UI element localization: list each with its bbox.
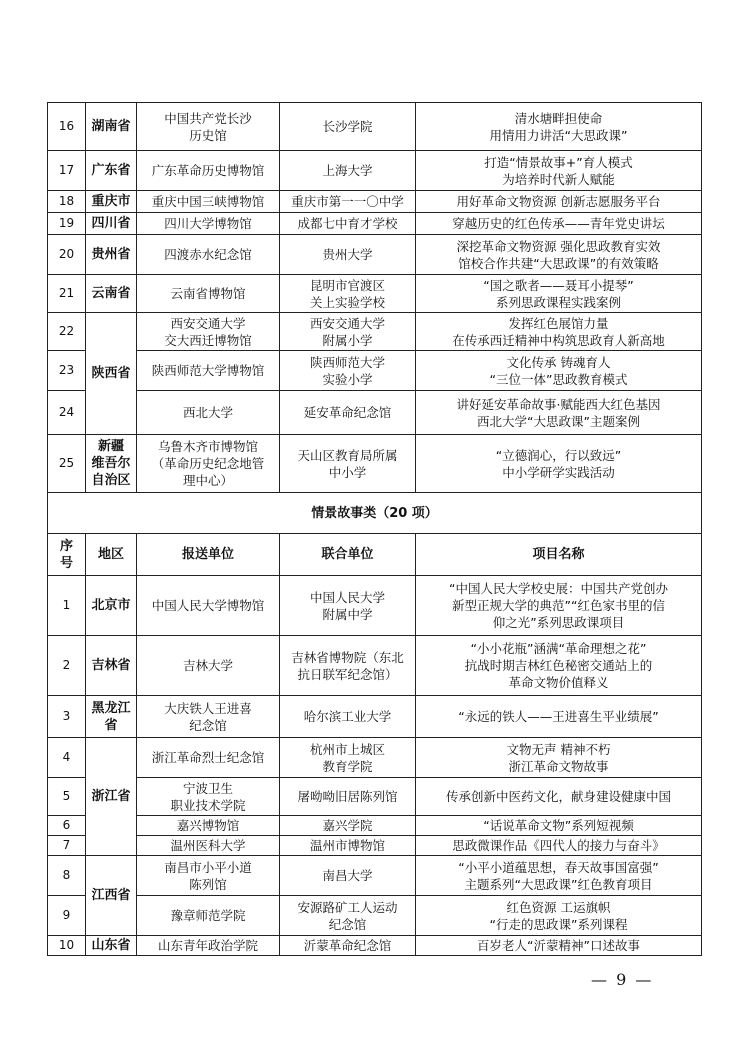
table-row	[48, 896, 702, 936]
header-region: 地区	[86, 534, 137, 576]
partner-unit: 成都七中育才学校	[280, 213, 416, 235]
table-row	[48, 576, 702, 636]
region-cell: 新疆 维吾尔 自治区	[86, 435, 137, 493]
submitting-unit: 中国共产党长沙 历史馆	[137, 103, 280, 151]
section-title-row	[48, 493, 702, 534]
submitting-unit: 四川大学博物馆	[137, 213, 280, 235]
region-cell: 云南省	[86, 275, 137, 313]
row-number: 17	[48, 151, 86, 191]
project-name: 深挖革命文物资源 强化思政教育实效 馆校合作共建“大思政课”的有效策略	[416, 235, 702, 275]
project-name: “立德润心，行以致远” 中小学研学实践活动	[416, 435, 702, 493]
region-cell: 山东省	[86, 936, 137, 956]
partner-unit: 延安革命纪念馆	[280, 391, 416, 435]
region-cell: 北京市	[86, 576, 137, 636]
row-number: 4	[48, 738, 86, 778]
partner-unit: 沂蒙革命纪念馆	[280, 936, 416, 956]
submitting-unit: 浙江革命烈士纪念馆	[137, 738, 280, 778]
table-row	[48, 151, 702, 191]
project-name: 文化传承 铸魂育人 “三位一体”思政教育模式	[416, 351, 702, 391]
project-name: “永远的铁人——王进喜生平业绩展”	[416, 696, 702, 738]
partner-unit: 贵州大学	[280, 235, 416, 275]
submitting-unit: 重庆中国三峡博物馆	[137, 191, 280, 213]
submitting-unit: 宁波卫生 职业技术学院	[137, 778, 280, 816]
project-name: 讲好延安革命故事·赋能西大红色基因 西北大学“大思政课”主题案例	[416, 391, 702, 435]
row-number: 25	[48, 435, 86, 493]
partner-unit: 哈尔滨工业大学	[280, 696, 416, 738]
region-cell: 四川省	[86, 213, 137, 235]
table-row	[48, 235, 702, 275]
row-number: 6	[48, 816, 86, 836]
header-partner: 联合单位	[280, 534, 416, 576]
table-row	[48, 936, 702, 956]
row-number: 10	[48, 936, 86, 956]
row-number: 3	[48, 696, 86, 738]
submitting-unit: 温州医科大学	[137, 836, 280, 856]
partner-unit: 昆明市官渡区 关上实验学校	[280, 275, 416, 313]
table-row	[48, 351, 702, 391]
row-number: 19	[48, 213, 86, 235]
header-unit: 报送单位	[137, 534, 280, 576]
table-row	[48, 836, 702, 856]
project-name: “国之歌者——聂耳小提琴” 系列思政课程实践案例	[416, 275, 702, 313]
project-list-table	[47, 102, 702, 956]
table-row	[48, 738, 702, 778]
project-name: 清水塘畔担使命 用情用力讲活“大思政课”	[416, 103, 702, 151]
partner-unit: 中国人民大学 附属中学	[280, 576, 416, 636]
table-row	[48, 391, 702, 435]
table-row	[48, 103, 702, 151]
project-name: 红色资源 工运旗帜 “行走的思政课”系列课程	[416, 896, 702, 936]
row-number: 2	[48, 636, 86, 696]
partner-unit: 安源路矿工人运动 纪念馆	[280, 896, 416, 936]
row-number: 8	[48, 856, 86, 896]
row-number: 20	[48, 235, 86, 275]
region-cell: 吉林省	[86, 636, 137, 696]
submitting-unit: 嘉兴博物馆	[137, 816, 280, 836]
project-name: 用好革命文物资源 创新志愿服务平台	[416, 191, 702, 213]
submitting-unit: 南昌市小平小道 陈列馆	[137, 856, 280, 896]
region-cell: 黑龙江省	[86, 696, 137, 738]
header-project: 项目名称	[416, 534, 702, 576]
row-number: 21	[48, 275, 86, 313]
submitting-unit: 山东青年政治学院	[137, 936, 280, 956]
row-number: 22	[48, 313, 86, 351]
table-row	[48, 213, 702, 235]
project-name: 传承创新中医药文化，献身建设健康中国	[416, 778, 702, 816]
partner-unit: 重庆市第一一〇中学	[280, 191, 416, 213]
region-cell: 陕西省	[86, 313, 137, 435]
row-number: 16	[48, 103, 86, 151]
table-row	[48, 816, 702, 836]
project-name: “中国人民大学校史展：中国共产党创办 新型正规大学的典范”“红色家书里的信 仰之光”系列思政课项目	[416, 576, 702, 636]
region-cell: 湖南省	[86, 103, 137, 151]
partner-unit: 西安交通大学 附属小学	[280, 313, 416, 351]
submitting-unit: 大庆铁人王进喜 纪念馆	[137, 696, 280, 738]
project-name: 思政微课作品《四代人的接力与奋斗》	[416, 836, 702, 856]
row-number: 1	[48, 576, 86, 636]
partner-unit: 嘉兴学院	[280, 816, 416, 836]
partner-unit: 南昌大学	[280, 856, 416, 896]
region-cell: 江西省	[86, 856, 137, 936]
row-number: 7	[48, 836, 86, 856]
row-number: 9	[48, 896, 86, 936]
region-cell: 浙江省	[86, 738, 137, 856]
table-row	[48, 856, 702, 896]
project-name: “话说革命文物”系列短视频	[416, 816, 702, 836]
partner-unit: 吉林省博物院（东北 抗日联军纪念馆）	[280, 636, 416, 696]
table-row	[48, 636, 702, 696]
partner-unit: 温州市博物馆	[280, 836, 416, 856]
partner-unit: 陕西师范大学 实验小学	[280, 351, 416, 391]
row-number: 23	[48, 351, 86, 391]
table-header-row	[48, 534, 702, 576]
row-number: 18	[48, 191, 86, 213]
project-name: 穿越历史的红色传承——青年党史讲坛	[416, 213, 702, 235]
partner-unit: 屠呦呦旧居陈列馆	[280, 778, 416, 816]
submitting-unit: 云南省博物馆	[137, 275, 280, 313]
page-number: — 9 —	[591, 970, 654, 989]
submitting-unit: 乌鲁木齐市博物馆 （革命历史纪念地管 理中心）	[137, 435, 280, 493]
submitting-unit: 西安交通大学 交大西迁博物馆	[137, 313, 280, 351]
table-row	[48, 435, 702, 493]
section-title: 情景故事类（20 项）	[48, 493, 702, 534]
project-name: 发挥红色展馆力量 在传承西迁精神中构筑思政育人新高地	[416, 313, 702, 351]
table-row	[48, 696, 702, 738]
row-number: 5	[48, 778, 86, 816]
header-number: 序 号	[48, 534, 86, 576]
table-row	[48, 778, 702, 816]
submitting-unit: 西北大学	[137, 391, 280, 435]
table-row	[48, 191, 702, 213]
region-cell: 贵州省	[86, 235, 137, 275]
partner-unit: 天山区教育局所属 中小学	[280, 435, 416, 493]
submitting-unit: 四渡赤水纪念馆	[137, 235, 280, 275]
row-number: 24	[48, 391, 86, 435]
region-cell: 重庆市	[86, 191, 137, 213]
submitting-unit: 广东革命历史博物馆	[137, 151, 280, 191]
project-name: 打造“情景故事+”育人模式 为培养时代新人赋能	[416, 151, 702, 191]
table-row	[48, 275, 702, 313]
submitting-unit: 陕西师范大学博物馆	[137, 351, 280, 391]
project-name: “小平小道蕴思想，春天故事国富强” 主题系列“大思政课”红色教育项目	[416, 856, 702, 896]
partner-unit: 长沙学院	[280, 103, 416, 151]
project-name: 文物无声 精神不朽 浙江革命文物故事	[416, 738, 702, 778]
partner-unit: 杭州市上城区 教育学院	[280, 738, 416, 778]
region-cell: 广东省	[86, 151, 137, 191]
table-row	[48, 313, 702, 351]
project-name: “小小花瓶”涵满“革命理想之花” 抗战时期吉林红色秘密交通站上的 革命文物价值释义	[416, 636, 702, 696]
submitting-unit: 吉林大学	[137, 636, 280, 696]
submitting-unit: 豫章师范学院	[137, 896, 280, 936]
project-name: 百岁老人“沂蒙精神”口述故事	[416, 936, 702, 956]
partner-unit: 上海大学	[280, 151, 416, 191]
submitting-unit: 中国人民大学博物馆	[137, 576, 280, 636]
